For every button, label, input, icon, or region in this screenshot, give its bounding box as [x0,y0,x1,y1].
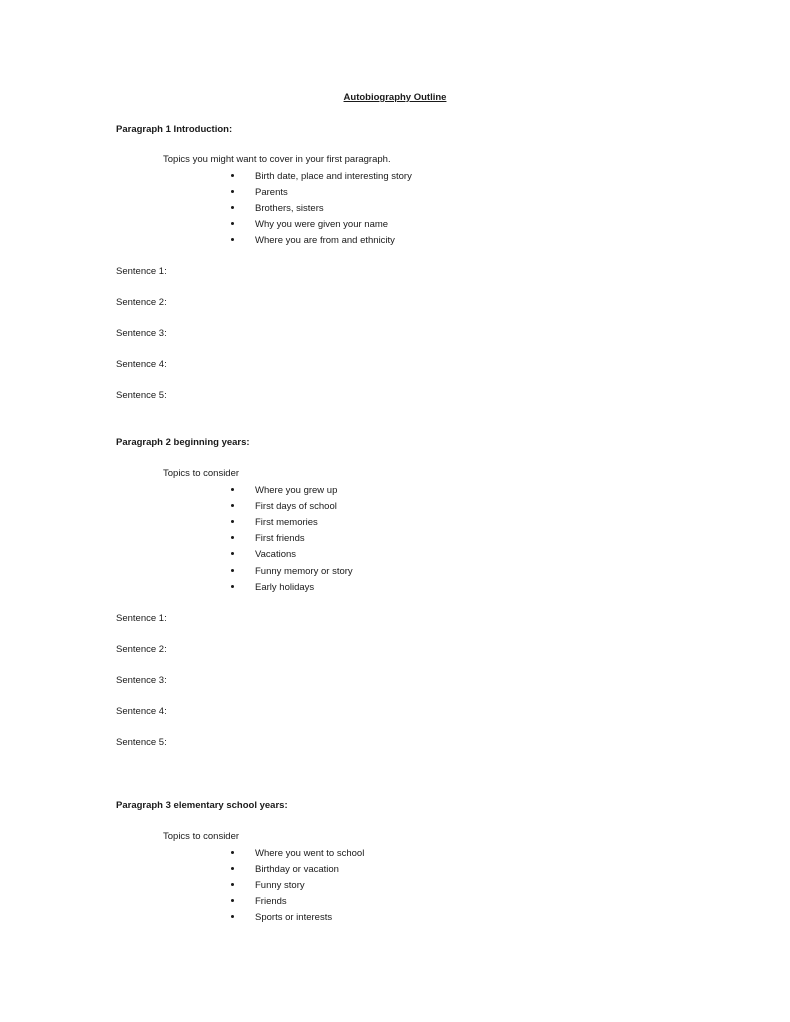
sentence-label: Sentence 3: [116,328,167,339]
bullet-icon [231,880,234,892]
sentence-label: Sentence 5: [116,390,167,401]
bullet-icon [231,533,234,545]
list-item: Where you grew up [255,485,338,496]
list-item: First days of school [255,501,337,512]
list-item: Funny story [255,880,305,891]
bullet-icon [231,501,234,513]
bullet-icon [231,485,234,497]
list-item: Where you went to school [255,848,365,859]
sentence-label: Sentence 1: [116,266,167,277]
bullet-icon [231,549,234,561]
list-item: Why you were given your name [255,219,389,230]
sentence-label: Sentence 2: [116,297,167,308]
paragraph-3-topics-intro: Topics to consider [163,831,240,842]
bullet-icon [231,864,234,876]
bullet-icon [231,203,234,215]
bullet-icon [231,896,234,908]
paragraph-2-topics-intro: Topics to consider [163,468,240,479]
list-item: Birth date, place and interesting story [255,171,412,182]
paragraph-1-heading: Paragraph 1 Introduction: [116,124,233,135]
list-item: Birthday or vacation [255,864,339,875]
list-item: Vacations [255,549,297,560]
list-item: Friends [255,896,287,907]
list-item: First friends [255,533,305,544]
paragraph-2-heading: Paragraph 2 beginning years: [116,437,250,448]
document-title [0,92,790,104]
bullet-icon [231,566,234,578]
list-item: Early holidays [255,582,315,593]
bullet-icon [231,912,234,924]
bullet-icon [231,171,234,183]
list-item: Where you are from and ethnicity [255,235,395,246]
list-item: Sports or interests [255,912,333,923]
list-item: Funny memory or story [255,566,353,577]
bullet-icon [231,582,234,594]
sentence-label: Sentence 4: [116,359,167,370]
sentence-label: Sentence 4: [116,706,167,717]
sentence-label: Sentence 2: [116,644,167,655]
sentence-label: Sentence 3: [116,675,167,686]
paragraph-1-topics-intro: Topics you might want to cover in your first paragraph. [163,154,391,165]
bullet-icon [231,517,234,529]
sentence-label: Sentence 5: [116,737,167,748]
document-title-text: Autobiography Outline [343,92,447,103]
bullet-icon [231,187,234,199]
sentence-label: Sentence 1: [116,613,167,624]
list-item: Brothers, sisters [255,203,324,214]
bullet-icon [231,235,234,247]
bullet-icon [231,848,234,860]
list-item: Parents [255,187,288,198]
list-item: First memories [255,517,318,528]
bullet-icon [231,219,234,231]
paragraph-3-heading: Paragraph 3 elementary school years: [116,800,288,811]
